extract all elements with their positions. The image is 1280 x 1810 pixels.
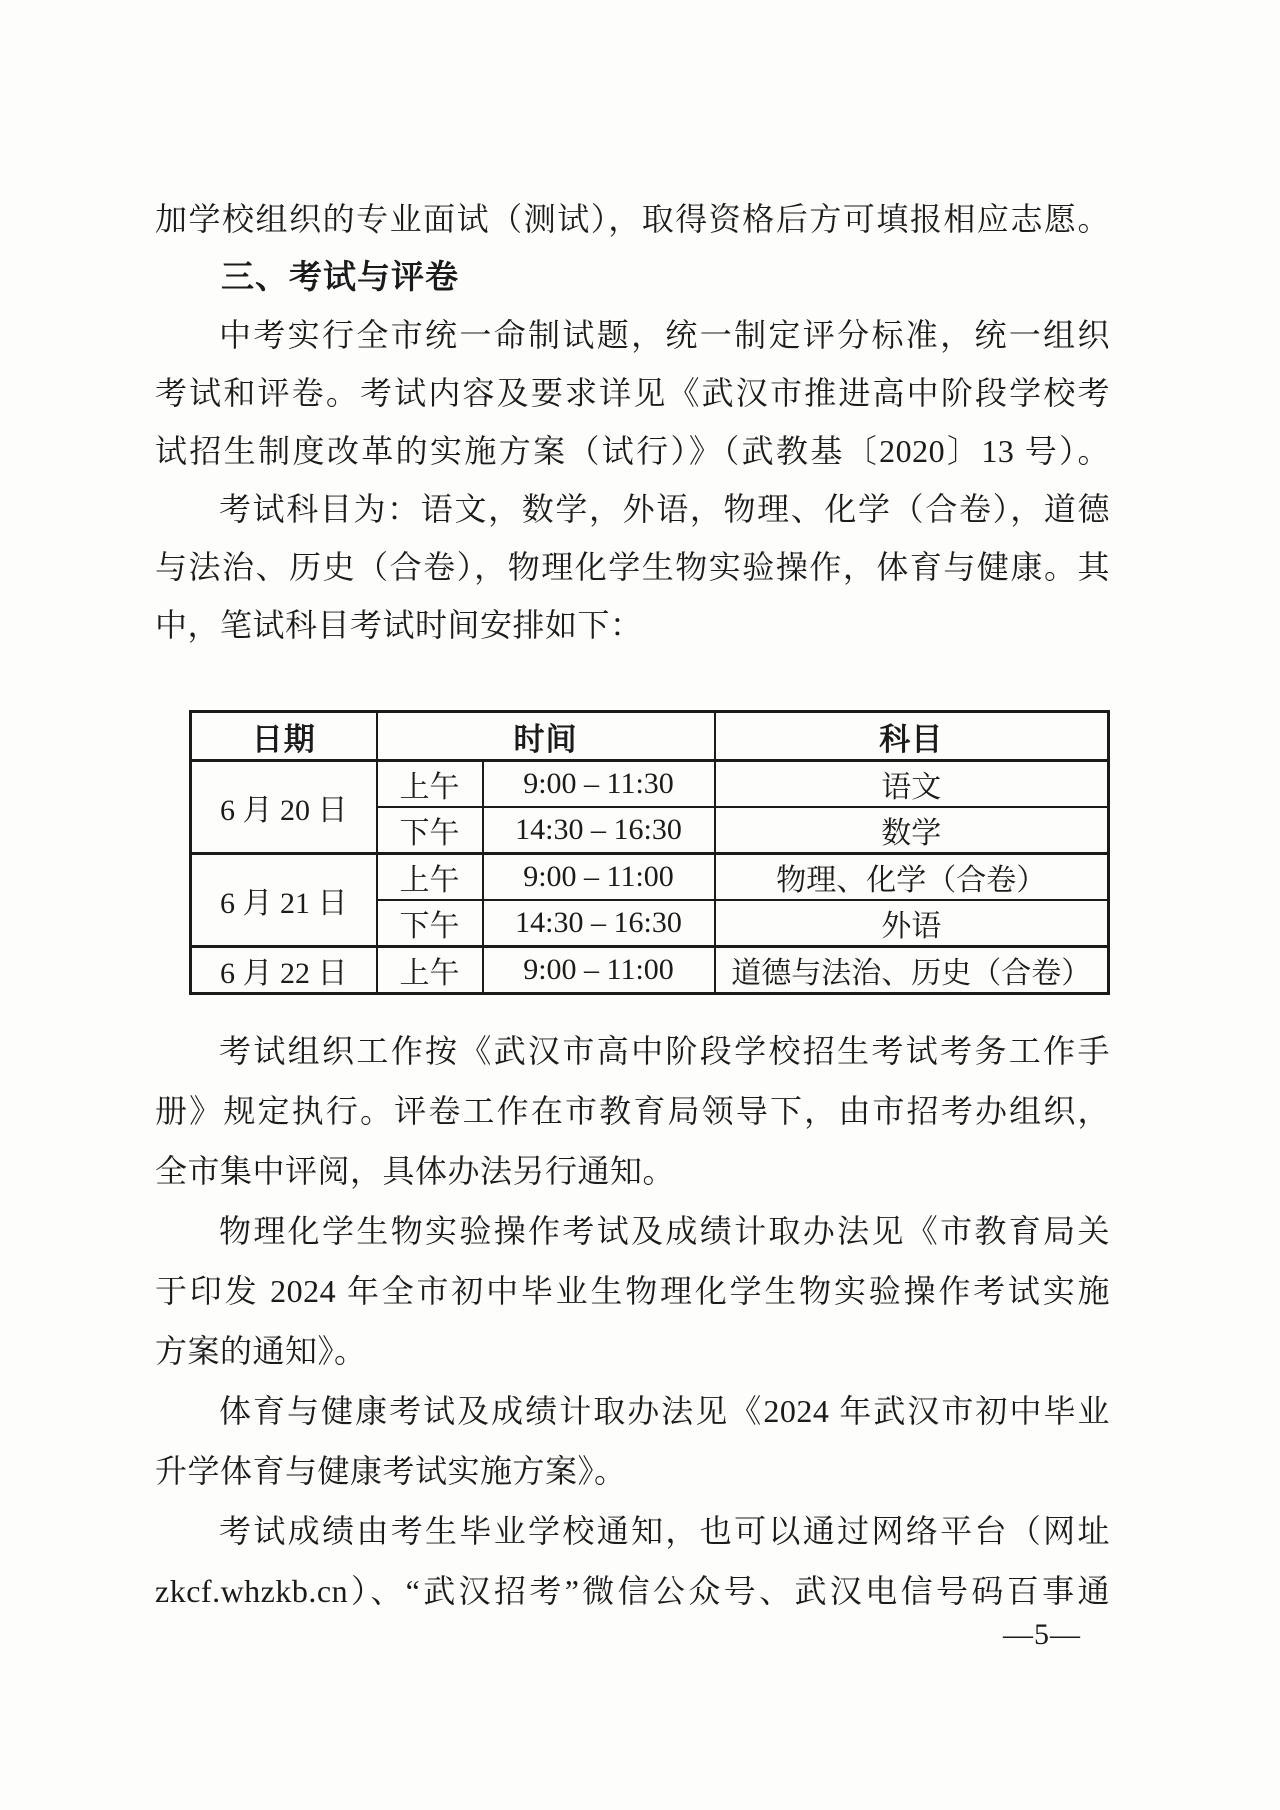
subject-cell: 道德与法治、历史（合卷）	[715, 947, 1109, 994]
schedule-row	[191, 761, 1109, 808]
text-line: 方案的通知》。	[155, 1333, 367, 1369]
time-cell: 14:30 – 16:30	[483, 900, 715, 947]
text-line: 中，笔试科目考试时间安排如下：	[155, 607, 643, 643]
subject-cell: 外语	[715, 900, 1109, 947]
text-line: 试招生制度改革的实施方案（试行）》（武教基〔2020〕13 号）。	[155, 433, 1110, 469]
section-heading: 三、考试与评卷	[221, 258, 459, 295]
text-line: zkcf.whzkb.cn）、“武汉招考”微信公众号、武汉电信号码百事通	[155, 1573, 1110, 1609]
text-line: 升学体育与健康考试实施方案》。	[155, 1453, 627, 1489]
paragraphs-after-table	[155, 1021, 1110, 1621]
time-cell: 9:00 – 11:30	[483, 761, 715, 808]
text-line: 加学校组织的专业面试（测试），取得资格后方可填报相应志愿。	[155, 201, 1110, 237]
paragraphs-before-table	[155, 190, 1110, 654]
exam-schedule-table	[189, 710, 1110, 995]
text-line: 考试成绩由考生毕业学校通知，也可以通过网络平台（网址	[219, 1513, 1110, 1549]
text-line: 全市集中评阅，具体办法另行通知。	[155, 1153, 676, 1189]
text-line: 考试组织工作按《武汉市高中阶段学校招生考试考务工作手	[219, 1033, 1110, 1069]
date-cell: 6 月 21 日	[191, 854, 377, 947]
time-cell: 9:00 – 11:00	[483, 947, 715, 994]
text-line: 与法治、历史（合卷），物理化学生物实验操作，体育与健康。其	[155, 549, 1110, 585]
header-time: 时间	[377, 712, 715, 761]
text-line: 册》规定执行。评卷工作在市教育局领导下，由市招考办组织，	[155, 1093, 1110, 1129]
header-subject: 科目	[715, 712, 1109, 761]
time-cell: 9:00 – 11:00	[483, 854, 715, 901]
subject-cell: 语文	[715, 761, 1109, 808]
text-line: 于印发 2024 年全市初中毕业生物理化学生物实验操作考试实施	[155, 1273, 1110, 1309]
header-row	[191, 712, 1109, 761]
period-cell: 上午	[377, 761, 483, 808]
exam-schedule-body	[191, 761, 1109, 994]
subject-cell: 物理、化学（合卷）	[715, 854, 1109, 901]
period-cell: 下午	[377, 900, 483, 947]
period-cell: 下午	[377, 807, 483, 854]
page-number: —5—	[1003, 1618, 1081, 1651]
date-cell: 6 月 22 日	[191, 947, 377, 994]
subject-cell: 数学	[715, 807, 1109, 854]
text-line: 考试和评卷。考试内容及要求详见《武汉市推进高中阶段学校考	[155, 375, 1110, 411]
schedule-row	[191, 947, 1109, 994]
exam-schedule-header	[191, 712, 1109, 761]
document-content	[155, 190, 1110, 1621]
date-cell: 6 月 20 日	[191, 761, 377, 854]
period-cell: 上午	[377, 947, 483, 994]
header-date: 日期	[191, 712, 377, 761]
text-line: 物理化学生物实验操作考试及成绩计取办法见《市教育局关	[219, 1213, 1110, 1249]
text-line: 体育与健康考试及成绩计取办法见《2024 年武汉市初中毕业	[219, 1393, 1110, 1429]
time-cell: 14:30 – 16:30	[483, 807, 715, 854]
schedule-row	[191, 854, 1109, 901]
text-line: 中考实行全市统一命制试题，统一制定评分标准，统一组织	[219, 317, 1110, 353]
period-cell: 上午	[377, 854, 483, 901]
text-line: 考试科目为：语文，数学，外语，物理、化学（合卷），道德	[219, 491, 1110, 527]
